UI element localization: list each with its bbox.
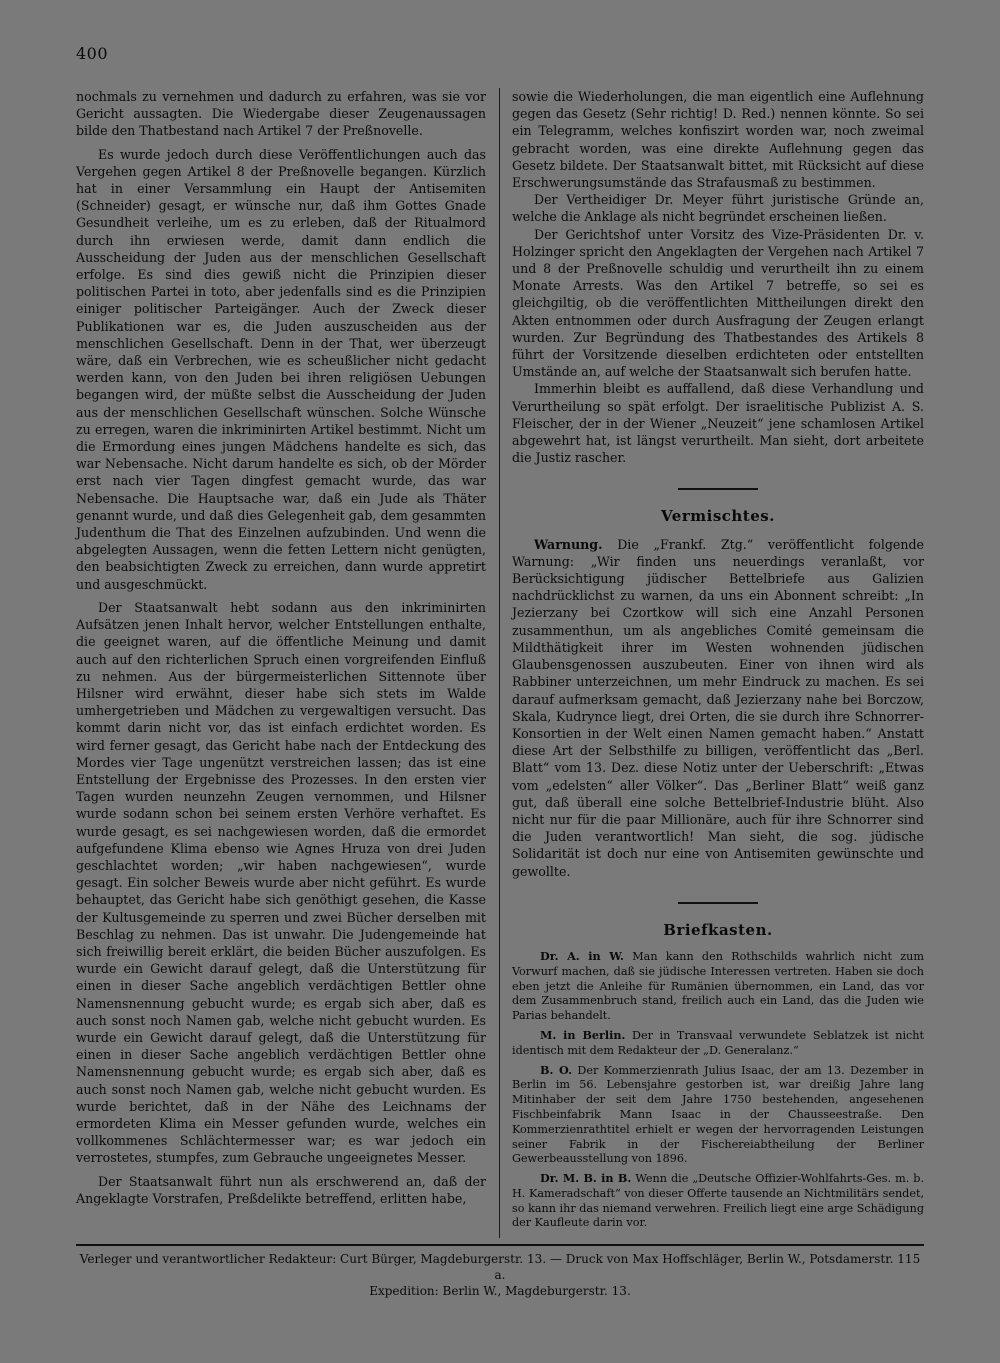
entry-lead: Dr. A. in W. (540, 948, 624, 963)
section-separator (678, 488, 758, 490)
paragraph: sowie die Wiederholungen, die man eigentlich eine Auflehnung gegen das Gesetz (Sehr richtig! D. Red.) nennen könnte. So sei ein Telegramm, welches konfiszirt worden war, noch zweimal gebracht worden, was eine direkte Auflehnung gegen das Gesetz bildete. Der Staatsanwalt bittet, mit Rücksicht auf diese Erschwerungsumstände das Strafausmaß zu bestimmen. (512, 89, 924, 191)
column-divider (499, 88, 500, 1238)
page-number: 400 (76, 44, 109, 63)
paragraph: Der Vertheidiger Dr. Meyer führt juristische Gründe an, welche die Anklage als nicht begründet erscheinen ließen. (512, 192, 924, 225)
briefkasten-entry (512, 949, 924, 1024)
entry-text: Der Kommerzienrath Julius Isaac, der am 13. Dezember in Berlin im 56. Lebensjahre gestorben ist, war dreißig Jahre lang Mitinhaber der seit dem Jahre 1750 bestehenden, angesehenen Fischbeinfabrik Mann Isaac in der Chausseestraße. Den Kommerzienrathtitel erhielt er wegen der hervorragenden Leistungen seiner Fabrik in der Fischereiabtheilung der Berliner Gewerbeausstellung von 1896. (512, 1063, 925, 1166)
paragraph: Es wurde jedoch durch diese Veröffentlichungen auch das Vergehen gegen Artikel 8 der Preßnovelle begangen. Kürzlich hat in einer Versammlung ein Haupt der Antisemiten (Schneider) gesagt, er wünsche nur, daß ihm Gottes Gnade Gesundheit verleihe, um es zu erleben, daß der Ritualmord durch ihn erwiesen werde, damit dann endlich die Ausscheidung der Juden aus der menschlichen Gesellschaft erfolge. Es sind dies gewiß nicht die Prinzipien dieser politischen Partei in toto, aber jedenfalls sind es die Prinzipien einiger politischer Parteigänger. Auch der Zweck dieser Publikationen war es, die Juden auszuscheiden aus der menschlichen Gesellschaft. Denn in der That, wer überzeugt wäre, daß ein Verbrechen, wie es scheußlicher nicht gedacht werden kann, von den Juden bei ihren religiösen Uebungen begangen wird, der müßte selbst die Ausscheidung der Juden aus der menschlichen Gesellschaft wünschen. Solche Wünsche zu erregen, waren die inkriminirten Artikel bestimmt. Nicht um die Ermordung eines jungen Mädchens handelte es sich, das war Nebensache. Nicht darum handelte es sich, ob der Mörder erst nach vier Tagen dingfest gemacht wurde, das war Nebensache. Die Hauptsache war, daß ein Jude als Thäter genannt wurde, und daß dies Gelegenheit gab, dem gesammten Judenthum die That des Einzelnen aufzubinden. Und wenn die abgelegten Aussagen, wenn die fetten Lettern nicht genügten, den beabsichtigten Zweck zu erreichen, dann wurde appretirt und ausgeschmückt. (76, 146, 486, 592)
imprint (76, 1251, 924, 1299)
entry-text: Man kann den Rothschilds wahrlich nicht zum Vorwurf machen, daß sie jüdische Interessen vertreten. Haben sie doch eben jetzt die Anleihe für Rumänien übernommen, ein Land, das vor dem Zusammenbruch stand, freilich auch ein Land, das die Juden wie Parias behandelt. (512, 949, 924, 1023)
entry-text: Wenn die „Deutsche Offizier-Wohlfahrts-Ges. m. b. H. Kameradschaft“ von dieser Offerte tausende an Nichtmilitärs sendet, so kann ihr das niemand verwehren. Freilich liegt eine arge Schädigung der Kaufleute darin vor. (512, 1172, 925, 1230)
paragraph: Der Staatsanwalt führt nun als erschwerend an, daß der Angeklagte Vorstrafen, Preßdelikte betreffend, erlitten habe, (76, 1173, 486, 1206)
section-heading-briefkasten: Briefkasten. (663, 920, 773, 939)
item-lead: Warnung. (534, 536, 603, 552)
vermischtes-paragraph (512, 536, 924, 880)
entry-lead: Dr. M. B. in B. (540, 1171, 632, 1186)
section-heading-vermischtes: Vermischtes. (661, 507, 775, 526)
section-separator (678, 902, 758, 904)
briefkasten-entry (512, 1171, 924, 1231)
item-text: Die „Frankf. Ztg.“ veröffentlicht folgende Warnung: „Wir finden uns neuerdings veranlaßt, vor Berücksichtigung jüdischer Bettelbriefe aus Galizien nachdrücklichst zu warnen, da uns ein Abonnent schreibt: „In Jezierzany bei Czortkow will sich eine Anzahl Personen zusammenthun, um als angebliches Comité gemeinsam die Mildthätigkeit ihrer im Westen wohnenden jüdischen Glaubensgenossen auszubeuten. Einer von ihnen wird als Rabbiner unterzeichnen, um mehr Eindruck zu machen. Es sei darauf aufmerksam gemacht, daß Jezierzany nahe bei Borczow, Skala, Kudrynce liegt, drei Orten, die sie durch ihre Schnorrer-Konsortien in der Welt einen Namen gemacht haben.“ Anstatt diese Art der Selbsthilfe zu billigen, veröffentlicht das „Berl. Blatt“ vom 13. Dez. diese Notiz unter der Ueberschrift: „Etwas vom „edelsten“ aller Völker“. Das „Berliner Blatt“ weiß ganz gut, daß überall eine solche Bettelbrief-Industrie blüht. Also nicht nur für die paar Millionäre, auch für ihre Schnorrer sind die Juden verantwortlich! Man sieht, die sog. jüdische Solidarität ist doch nur eine von Antisemiten gewünschte und gewollte. (512, 536, 924, 879)
imprint-line: Expedition: Berlin W., Magdeburgerstr. 13. (369, 1284, 631, 1298)
right-column (512, 88, 924, 1235)
paragraph: nochmals zu vernehmen und dadurch zu erfahren, was sie vor Gericht aussagten. Die Wiedergabe dieser Zeugenaussagen bilde den Thatbestand nach Artikel 7 der Preßnovelle. (76, 89, 486, 139)
footer-rule (76, 1244, 924, 1246)
briefkasten-entry (512, 1063, 924, 1168)
briefkasten-list (512, 949, 924, 1231)
entry-lead: M. in Berlin. (540, 1027, 626, 1042)
entry-text: Der in Transvaal verwundete Seblatzek ist nicht identisch mit dem Redakteur der „D. Generalanz.“ (512, 1028, 924, 1057)
paragraph: Immerhin bleibt es auffallend, daß diese Verhandlung und Verurtheilung so spät erfolgt. Der israelitische Publizist A. S. Fleischer, der in der Wiener „Neuzeit“ jene schamlosen Artikel abgewehrt hat, ist längst verurtheilt. Man sieht, dort arbeitete die Justiz rascher. (512, 381, 924, 466)
imprint-line: Verleger und verantwortlicher Redakteur: Curt Bürger, Magdeburgerstr. 13. — Druck von Max Hoffschläger, Berlin W., Potsdamerstr. 115 a. (79, 1252, 921, 1282)
left-column (76, 88, 486, 1207)
entry-lead: B. O. (540, 1062, 573, 1077)
briefkasten-entry (512, 1028, 924, 1059)
paragraph: Der Gerichtshof unter Vorsitz des Vize-Präsidenten Dr. v. Holzinger spricht den Angeklagten der Vergehen nach Artikel 7 und 8 der Preßnovelle schuldig und verurtheilt ihn zu einem Monate Arrests. Was den Artikel 7 betreffe, so sei es gleichgiltig, ob die veröffentlichten Mittheilungen direkt den Akten entnommen oder durch Ausfragung der Zeugen erlangt wurden. Zur Begründung des Thatbestandes des Artikels 8 führt der Vorsitzende dieselben erdichteten oder entstellten Umstände an, auf welche der Staatsanwalt sich berufen hatte. (512, 226, 924, 380)
paragraph: Der Staatsanwalt hebt sodann aus den inkriminirten Aufsätzen jenen Inhalt hervor, welcher Entstellungen enthalte, die geeignet waren, auf die öffentliche Meinung und damit auch auf den richterlichen Spruch einen vorgreifenden Einfluß zu nehmen. Aus der bürgermeisterlichen Sittennote über Hilsner wird erwähnt, dieser habe sich stets im Walde umhergetrieben und Mädchen zu vergewaltigen versucht. Das kommt darin nicht vor, das ist einfach erdichtet worden. Es wird ferner gesagt, das Gericht habe nach der Entdeckung des Mordes vier Tage ungenützt verstreichen lassen; das ist eine Entstellung der Ergebnisse des Prozesses. In den ersten vier Tagen wurden neunzehn Zeugen vernommen, und Hilsner wurde sodann schon bei seinem ersten Verhöre verhaftet. Es wurde gesagt, es sei nachgewiesen worden, daß die ermordet aufgefundene Klima ebenso wie Agnes Hruza von drei Juden geschlachtet worden; „wir haben nachgewiesen“, wurde gesagt. Ein solcher Beweis wurde aber nicht geführt. Es wurde behauptet, das Gericht habe sich genöthigt gesehen, die Kasse der Kultusgemeinde zu sperren und zwei Bücher derselben mit Beschlag zu nehmen. Das ist unwahr. Die Judengemeinde hat sich freiwillig bereit erklärt, die beiden Bücher auszufolgen. Es wurde ein Gewicht darauf gelegt, daß die Unterstützung für einen in dieser Sache angeblich verdächtigen Bettler ohne Namensnennung gebucht wurde; es ergab sich aber, daß es auch sonst noch Namen gab, welche nicht gebucht wurden. Es wurde ein Gewicht darauf gelegt, daß die Unterstützung für einen in dieser Sache angeblich verdächtigen Bettler ohne Namensnennung gebucht wurde; es ergab sich aber, daß es auch sonst noch Namen gab, welche nicht gebucht wurden. Es wurde berichtet, daß in der Nähe des Leichnams der ermordeten Klima ein Messer gefunden wurde, welches ein vollkommenes Schlächtermesser war; es war jedoch ein verrostetes, stumpfes, zum Gebrauche ungeeignetes Messer. (76, 599, 486, 1166)
